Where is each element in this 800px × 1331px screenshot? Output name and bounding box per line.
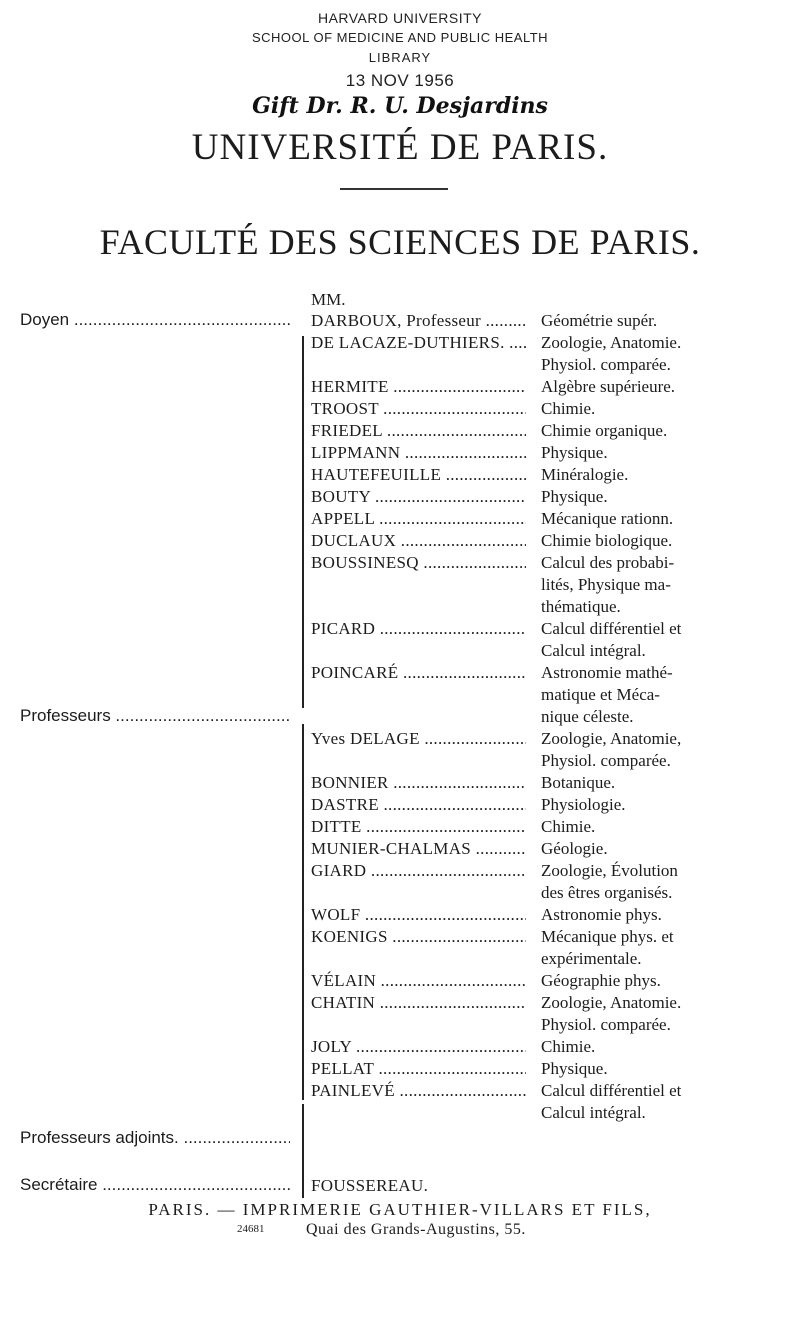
secretary-name: FOUSSEREAU. [311,1176,429,1195]
staff-name: DARBOUX, Professeur ..... [311,310,526,332]
roster-row [0,552,800,574]
roster-row [0,750,800,772]
roster-row [0,970,800,992]
roster-row [0,574,800,596]
staff-subject: Calcul différentiel et [541,1081,682,1100]
staff-subject: Mécanique rationn. [541,509,674,528]
staff-name: BOUSSINESQ ..... [311,552,526,574]
staff-subject: Zoologie, Évolution [541,861,678,880]
staff-subject: Calcul différentiel et [541,619,682,638]
staff-subject: Mécanique phys. et [541,927,674,946]
staff-name: HAUTEFEUILLE ..... [311,464,526,486]
library-stamp-line3: LIBRARY [368,50,432,65]
staff-name: POINCARÉ ..... [311,662,526,684]
roster-row [0,1036,800,1058]
staff-subject: Minéralogie. [541,465,629,484]
staff-subject: Astronomie mathé- [541,663,673,682]
staff-name: TROOST ..... [311,398,526,420]
staff-subject: Algèbre supérieure. [541,377,676,396]
staff-subject: Chimie. [541,817,596,836]
professeurs-bracket-lower [302,724,312,1100]
staff-subject: Physiol. comparée. [541,1015,671,1034]
staff-subject: Chimie. [541,399,596,418]
library-stamp-line1: HARVARD UNIVERSITY [317,10,483,26]
roster-row [0,486,800,508]
library-stamp-line2: SCHOOL OF MEDICINE AND PUBLIC HEALTH [251,30,549,45]
staff-subject: nique céleste. [541,707,634,726]
secretary-row [0,1175,800,1197]
staff-subject: Physiol. comparée. [541,751,671,770]
staff-subject: Calcul des probabi- [541,553,675,572]
staff-subject: Zoologie, Anatomie, [541,729,682,748]
roster-row [0,1014,800,1036]
staff-subject: expérimentale. [541,949,642,968]
roster-row [0,794,800,816]
roster-row [0,728,800,750]
roster-row [0,816,800,838]
roster-row [0,992,800,1014]
roster-row [0,926,800,948]
staff-name: PELLAT ..... [311,1058,526,1080]
staff-name: LIPPMANN ..... [311,442,526,464]
staff-name: BOUTY ..... [311,486,526,508]
staff-subject: Physique. [541,443,608,462]
footer-code: 24681 [237,1223,265,1235]
staff-name: MUNIER-CHALMAS ..... [311,838,526,860]
library-stamp-date: 13 NOV 1956 [345,71,455,90]
roster-row [0,772,800,794]
roster-row [0,530,800,552]
staff-name: PAINLEVÉ ..... [311,1080,526,1102]
staff-subject: Zoologie, Anatomie. [541,993,682,1012]
roster-row [0,618,800,640]
staff-subject: thématique. [541,597,621,616]
staff-name: Yves DELAGE ..... [311,728,526,750]
role-professeurs: Professeurs ..... [20,706,290,726]
roster-row [0,860,800,882]
staff-name: DE LACAZE-DUTHIERS. ..... [311,332,526,354]
staff-name: HERMITE ..... [311,376,526,398]
staff-name: WOLF ..... [311,904,526,926]
staff-subject: matique et Méca- [541,685,660,704]
roster-row [0,838,800,860]
university-title: UNIVERSITÉ DE PARIS. [191,127,609,168]
roster-row [0,398,800,420]
staff-subject: Physiologie. [541,795,626,814]
staff-name: PICARD ..... [311,618,526,640]
staff-name: GIARD ..... [311,860,526,882]
staff-subject: des êtres organisés. [541,883,673,902]
staff-subject: lités, Physique ma- [541,575,671,594]
roster-row [0,420,800,442]
staff-subject: Botanique. [541,773,616,792]
roster-row [0,376,800,398]
staff-name: DUCLAUX ..... [311,530,526,552]
roster-row [0,508,800,530]
role-secretaire: Secrétaire ..... [20,1175,290,1195]
role-adjoints: Professeurs adjoints. ..... [20,1128,290,1148]
mm-label: MM. [311,290,346,309]
role-doyen: Doyen ..... [20,310,290,330]
staff-name: APPELL ..... [311,508,526,530]
roster-row [0,904,800,926]
staff-subject: Physique. [541,487,608,506]
staff-subject: Astronomie phys. [541,905,662,924]
staff-subject: Chimie. [541,1037,596,1056]
roster-row [0,1080,800,1102]
footer-imprint: PARIS. — IMPRIMERIE GAUTHIER-VILLARS ET FILS, [148,1200,652,1219]
staff-subject: Géographie phys. [541,971,661,990]
professeurs-bracket-upper [302,336,312,708]
staff-name: DASTRE ..... [311,794,526,816]
roster-row [0,1102,800,1124]
title-divider [340,188,448,190]
staff-subject: Géologie. [541,839,608,858]
handwritten-note: Gift Dr. R. U. Desjardins [252,93,548,119]
roster-row [0,332,800,354]
roster-row [0,464,800,486]
footer-address: Quai des Grands-Augustins, 55. [306,1221,526,1238]
staff-name: DITTE ..... [311,816,526,838]
staff-subject: Physiol. comparée. [541,355,671,374]
staff-name: BONNIER ..... [311,772,526,794]
staff-subject: Calcul intégral. [541,1103,646,1122]
staff-name: KOENIGS ..... [311,926,526,948]
roster-row [0,354,800,376]
staff-name: CHATIN ..... [311,992,526,1014]
roster-row [0,662,800,684]
staff-subject: Calcul intégral. [541,641,646,660]
roster-row [0,684,800,706]
staff-name: JOLY ..... [311,1036,526,1058]
staff-subject: Chimie biologique. [541,531,673,550]
roster-row [0,640,800,662]
faculty-title: FACULTÉ DES SCIENCES DE PARIS. [99,222,701,262]
staff-subject: Physique. [541,1059,608,1078]
staff-subject: Zoologie, Anatomie. [541,333,682,352]
roster-row [0,596,800,618]
roster-row [0,882,800,904]
roster-row [0,948,800,970]
staff-name: FRIEDEL ..... [311,420,526,442]
roster-row [0,442,800,464]
staff-subject: Géométrie supér. [541,311,658,330]
roster-row [0,1058,800,1080]
staff-name: VÉLAIN ..... [311,970,526,992]
staff-subject: Chimie organique. [541,421,668,440]
